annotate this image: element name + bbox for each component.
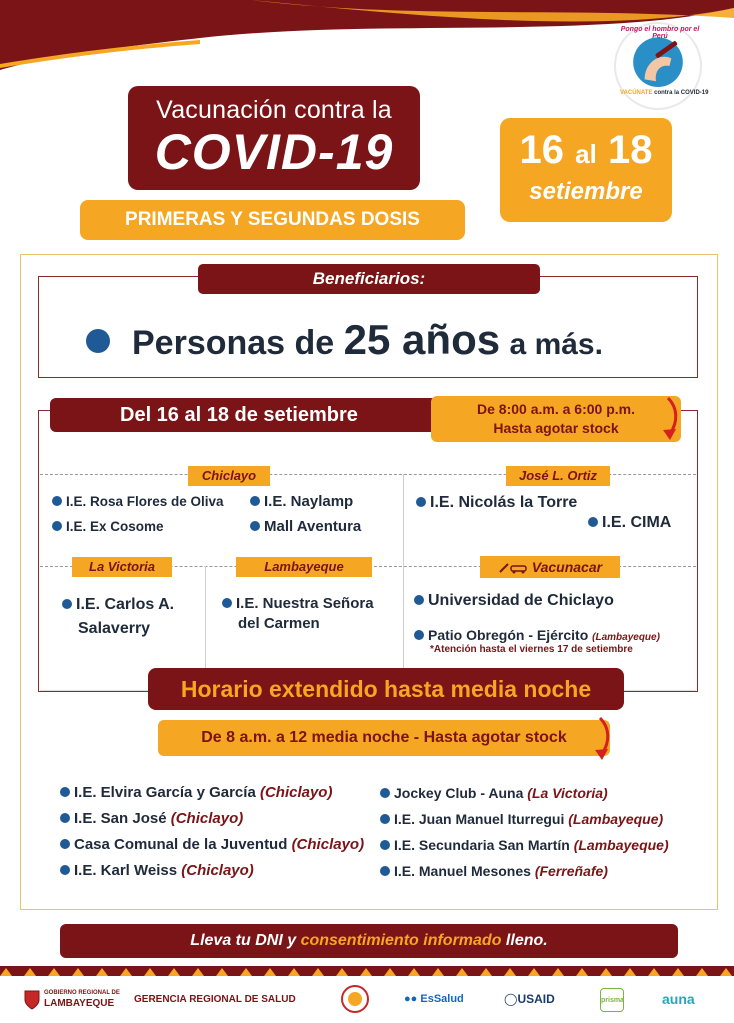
title-line1: Vacunación contra la [156,96,392,124]
list-item: del Carmen [238,615,320,632]
list-item: Mall Aventura [250,518,361,536]
list-item: Jockey Club - Auna (La Victoria) [380,784,608,802]
tag-lambayeque: Lambayeque [236,557,372,577]
list-item: I.E. Juan Manuel Iturregui (Lambayeque) [380,810,663,828]
schedule-hours-box [431,396,681,442]
gob-logo-line1: GOBIERNO REGIONAL DE [44,990,120,996]
date-month: setiembre [529,178,643,205]
list-item: Patio Obregón - Ejército (Lambayeque) [414,626,660,647]
gerencia-logo: GERENCIA REGIONAL DE SALUD [134,994,296,1005]
tag-la-victoria: La Victoria [72,557,172,577]
tag-chiclayo: Chiclayo [188,466,270,486]
list-item: I.E. Manuel Mesones (Ferreñafe) [380,862,608,880]
list-item: I.E. San José (Chiclayo) [60,810,243,828]
divider [205,566,206,668]
extended-subtitle: De 8 a.m. a 12 media noche - Hasta agotar stock [158,720,610,756]
people-icon: ●● [404,993,418,1005]
doses-label: PRIMERAS Y SEGUNDAS DOSIS [80,200,465,240]
list-item: I.E. Rosa Flores de Oliva [52,493,224,511]
beneficiaries-text: Personas de 25 años a más. [86,316,706,366]
extended-title: Horario extendido hasta media noche [148,668,624,710]
list-item: I.E. Nicolás la Torre [416,494,577,512]
title-line2: COVID-19 [154,124,394,180]
badge-top-text: Pongo el hombro por el Perú [620,26,700,40]
divider [403,474,404,668]
tag-vacunacar: Vacunacar [480,556,620,578]
beneficiaries-label: Beneficiarios: [198,264,540,294]
list-item: I.E. Karl Weiss (Chiclayo) [60,862,254,880]
regional-shield-icon [24,990,40,1010]
usaid-seal-icon: ◯ [504,992,518,1006]
list-item: Universidad de Chiclayo [414,592,614,610]
title-box [128,86,420,190]
schedule-hours: De 8:00 a.m. a 6:00 p.m. [477,401,635,417]
list-item: I.E. Carlos A. [62,596,174,614]
gob-logo-line2: LAMBAYEQUE [44,998,115,1009]
list-item: I.E. Nuestra Señora [222,595,374,613]
sponsor-logos [0,978,734,1023]
tag-jose-ortiz: José L. Ortiz [506,466,610,486]
list-item: I.E. Elvira García y García (Chiclayo) [60,784,332,802]
list-item: I.E. Naylamp [250,493,353,511]
badge-bottom-text: contra la COVID-19 [654,90,709,96]
age-highlight: 25 años [343,316,501,363]
date-box [500,118,672,222]
dni-reminder: Lleva tu DNI y consentimiento informado lleno. [60,924,678,958]
prisma-logo: prisma [600,988,624,1012]
date-end: 18 [607,128,653,172]
badge-vacunate: VACÚNATE [620,90,653,96]
syringe-car-icon [498,562,528,574]
list-item: I.E. CIMA [588,514,671,532]
regional-seal-icon [340,984,370,1014]
decorative-ribbon [0,966,734,976]
list-item: I.E. Ex Cosome [52,518,164,536]
schedule-range: Del 16 al 18 de setiembre [50,398,470,432]
list-item: I.E. Secundaria San Martín (Lambayeque) [380,836,669,854]
list-item: Salaverry [78,620,151,637]
campaign-badge [614,22,709,110]
arrow-down-icon [654,396,684,442]
bullet-icon [86,329,110,353]
schedule-stock: Hasta agotar stock [493,420,619,436]
vacunacar-note: *Atención hasta el viernes 17 de setiembre [430,644,633,655]
usaid-logo: ◯USAID [504,992,555,1006]
list-item: Casa Comunal de la Juventud (Chiclayo) [60,836,364,854]
auna-logo: auna [662,991,695,1007]
arrow-down-icon [588,716,614,762]
essalud-logo: ●● EsSalud [404,993,464,1005]
date-start: 16 [519,128,565,172]
date-connector: al [575,139,597,169]
